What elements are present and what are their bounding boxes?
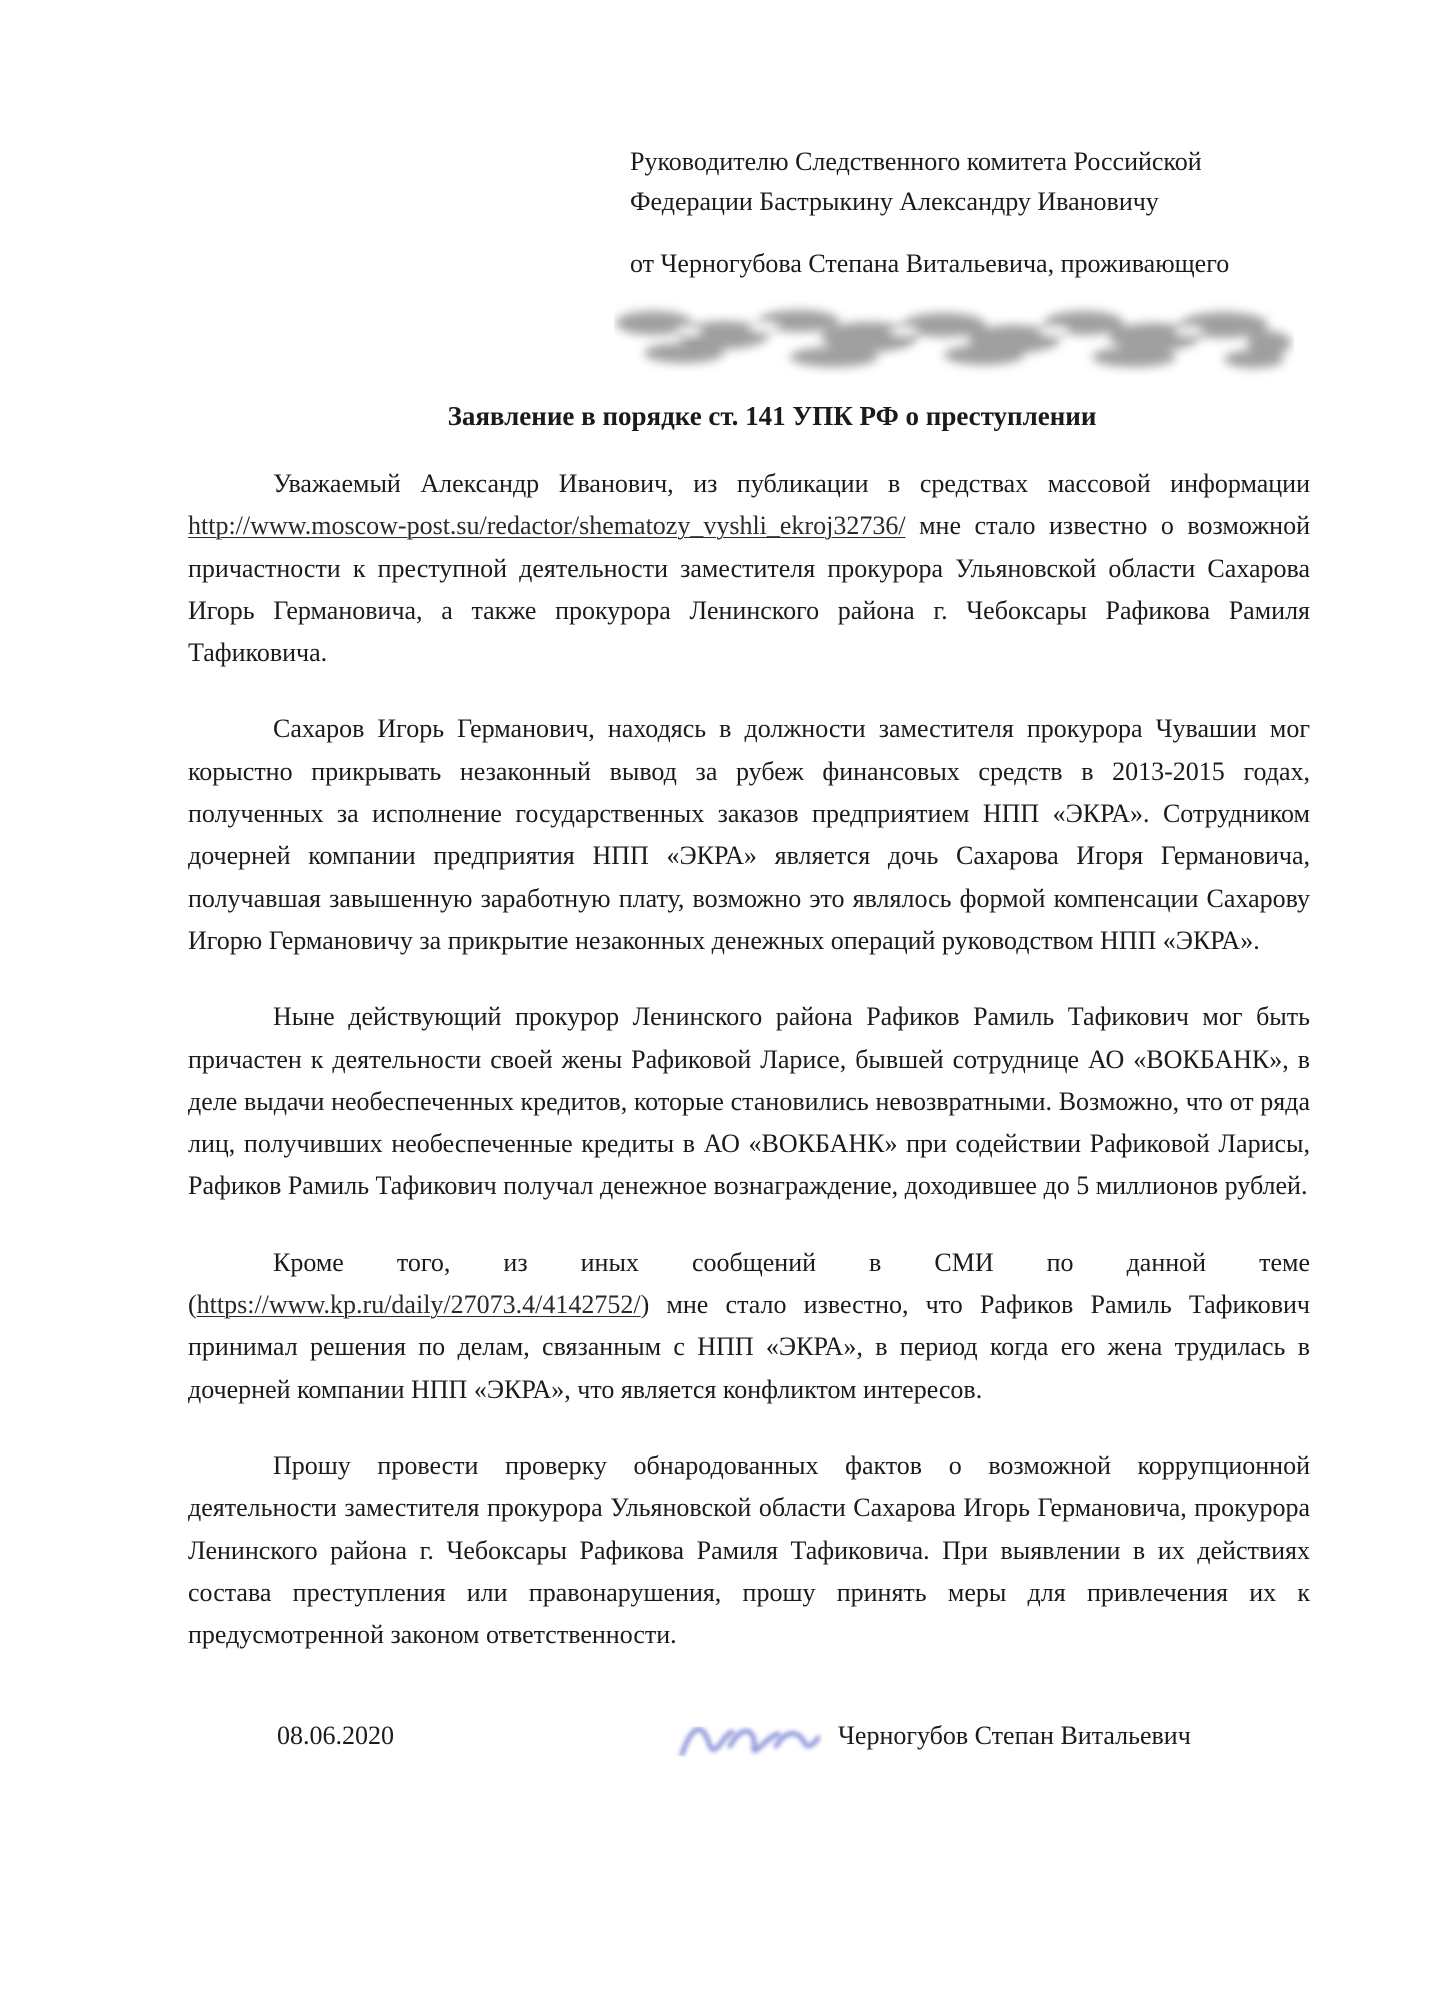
paragraph-1 [188,463,1310,674]
paragraph-5: Прошу провести проверку обнародованных фактов о возможной коррупционной деятельности заместителя прокурора Ульяновской области Сахарова Игорь Германовича, прокурора Ленинского района г. Чебоксары Рафикова Рамиля Тафиковича. При выявлении в их действиях состава преступления или правонарушения, прошу принять меры для привлечения их к предусмотренной законом ответственности. [188,1450,1310,1650]
handwritten-signature-image [672,1706,822,1766]
paragraph-4-text-end: ) мне стало известно, что Рафиков Рамиль Тафикович принимал решения по делам, связанным с НПП «ЭКРА», в период когда его жена трудилась в дочерней компании НПП «ЭКРА», что является конфликтом интересов. [188,1290,1310,1404]
document-date: 08.06.2020 [277,1721,394,1750]
paragraph-4-text-start: Кроме того, из иных сообщений в СМИ по данной теме ( [188,1247,1310,1320]
paragraph-1-text-start: Уважаемый Александр Иванович, из публикации в средствах массовой информации [273,469,1310,498]
paragraph-2: Сахаров Игорь Германович, находясь в должности заместителя прокурора Чувашии мог корыстно прикрывать незаконный вывод за рубеж финансовых средств в 2013-2015 годах, полученных за исполнение государственных заказов предприятием НПП «ЭКРА». Сотрудником дочерней компании предприятия НПП «ЭКРА» является дочь Сахарова Игоря Германовича, получавшая завышенную заработную плату, возможно это являлось формой компенсации Сахарову Игорю Германовичу за прикрытие незаконных денежных операций руководством НПП «ЭКРА». [188,714,1310,955]
paragraph-3: Ныне действующий прокурор Ленинского района Рафиков Рамиль Тафикович мог быть причастен к деятельности своей жены Рафиковой Ларисе, бывшей сотруднице АО «ВОКБАНК», в деле выдачи необеспеченных кредитов, которые становились невозвратными. Возможно, что от ряда лиц, получивших необеспеченные кредиты в АО «ВОКБАНК» при содействии Рафиковой Ларисы, Рафиков Рамиль Тафикович получал денежное вознаграждение, доходившее до 5 миллионов рублей. [188,1002,1310,1201]
sender-line: от Черногубова Степана Витальевича, проживающего [630,249,1230,278]
moscow-post-link[interactable]: http://www.moscow-post.su/redactor/shematozy_vyshli_ekroj32736/ [188,511,906,541]
document-body [188,463,1310,1656]
signer-name: Черногубов Степан Витальевич [838,1721,1191,1750]
paragraph-4 [188,1242,1310,1411]
document-title: Заявление в порядке ст. 141 УПК РФ о преступлении [447,401,1097,431]
addressee-line-2: Федерации Бастрыкину Александру Ивановичу [630,187,1159,216]
paragraph-1-text-end: мне стало известно о возможной причастности к преступной деятельности заместителя прокурора Ульяновской области Сахарова Игорь Германовича, а также прокурора Ленинского района г. Чебоксары Рафикова Рамиля Тафиковича. [188,511,1310,668]
signature-row [0,1716,1454,1776]
kp-ru-link[interactable]: https://www.kp.ru/daily/27073.4/4142752/ [196,1290,641,1320]
redacted-address [614,295,1294,379]
redaction-blur-image [614,295,1294,379]
addressee-block [630,142,1330,284]
addressee-line-1: Руководителю Следственного комитета Российской [630,147,1202,176]
